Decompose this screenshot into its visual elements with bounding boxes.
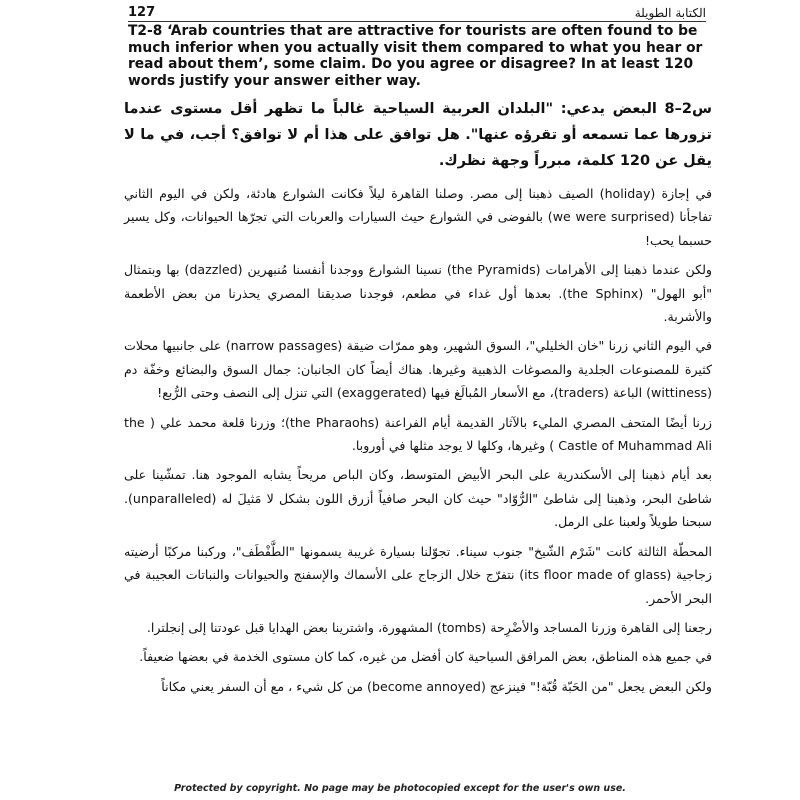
chapter-title: الكتابة الطويلة xyxy=(634,6,706,20)
arabic-question: س2–8 البعض يدعي: "البلدان العربية السياحية غالباً ما تظهر أقل مستوى عندما تزورها عما تسمعه أو تقرؤه عنها". هل توافق على هذا أم لا توافق؟ أجب، في ما لا يقل عن 120 كلمة، مبرراً وجهة نظرك. xyxy=(124,101,712,169)
paragraph-alexandria: بعد أيام ذهبنا إلى الأسكندرية على البحر الأبيض المتوسط، وكان الباص مريحاً يشابه الموجود هنا. تمشّينا على شاطئ البحر، وذهبنا إلى شاطئ "الرُّوّاد" حيث كان البحر صافياً أزرق اللون بشكل لا مَثيلَ له (unparalleled). سبحنا طويلاً ولعبنا على الرمل. xyxy=(124,467,712,530)
paragraph-sharm-el-sheikh: المحطّة الثالثة كانت "شَرْم الشّيخ" جنوب سيناء. تجوّلنا بسيارة غريبة يسمونها "الطَّفْطَف"، وركبنا مركبًا أرضيته زجاجية (its floor made of glass) نتفرّج خلال الزجاج على الأسماك والإسفنج والحيوانات والنباتات العجيبة في البحر الأحمر. xyxy=(124,543,712,606)
english-question: T2-8 ‘Arab countries that are attractive for tourists are often found to be much inferior when you actually visit them compared to what you hear or read about them’, some claim. Do you agree or disagree? In at least 120 words justify your answer either way. xyxy=(128,23,703,89)
paragraph-museum: زرنا أيضًا المتحف المصري المليء بالآثار القديمة أيام الفراعنة (the Pharaohs)؛ وزرنا قلعة محمد علي ( the Castle of Muhammad Ali ) وغيرها، وكلها لا يوجد مثلها في أوروبا. xyxy=(124,414,712,454)
arabic-body xyxy=(124,96,712,704)
page-header xyxy=(128,4,706,22)
paragraph-egypt-arrival: في إجازة (holiday) الصيف ذهبنا إلى مصر. وصلنا القاهرة ليلاً فكانت الشوارع هادئة، ولكن في اليوم الثاني تفاجأنا (we were surprised) بالفوضى في الشوارع حيث السيارات والعربات التي تجرّها الحيوانات، وكل يسير حسبما يحب! xyxy=(124,186,712,248)
paragraph-facilities: في جميع هذه المناطق، بعض المرافق السياحية كان أفضل من غيره، كما كان مستوى الخدمة في بعضها ضعيفاً. xyxy=(139,649,712,665)
paragraph-conclusion: ولكن البعض يجعل "من الحَبّة قُبّة!" فينزعج (become annoyed) من كل شيء ، مع أن السفر يعني مكاناً xyxy=(161,678,712,694)
paragraph-return-cairo: رجعنا إلى القاهرة وزرنا المساجد والأضْرِحة (tombs) المشهورة، واشترينا بعض الهدايا قبل عودتنا إلى إنجلترا. xyxy=(146,619,712,635)
copyright-footer: Protected by copyright. No page may be photocopied except for the user's own use. xyxy=(174,783,626,794)
paragraph-pyramids: ولكن عندما ذهبنا إلى الأهرامات (the Pyramids) نسينا الشوارع ووجدنا أنفسنا مُنبهرين (dazzled) بها وبتمثال "أبو الهول" (the Sphinx). بعدها أول غداء في مطعم، فوجدنا صديقنا المصري يحذرنا من بعض الأطعمة والأشربة. xyxy=(124,262,713,325)
page-number: 127 xyxy=(128,5,156,20)
paragraph-khan-el-khalili: في اليوم الثاني زرنا "خان الخليلي"، السوق الشهير، وهو ممرّات ضيقة (narrow passages) على جانبيها محلات كثيرة للمصنوعات الجلدية والمصوغات الذهبية وغيرها. هناك أيضاً كان الجانبان: جمال السوق والبضائع وخفّة دم (wittiness) الباعة (traders)، مع الأسعار المُبالَغ فيها (exaggerated) التي تنزل إلى النصف وحتى الرُّبع! xyxy=(124,338,713,401)
